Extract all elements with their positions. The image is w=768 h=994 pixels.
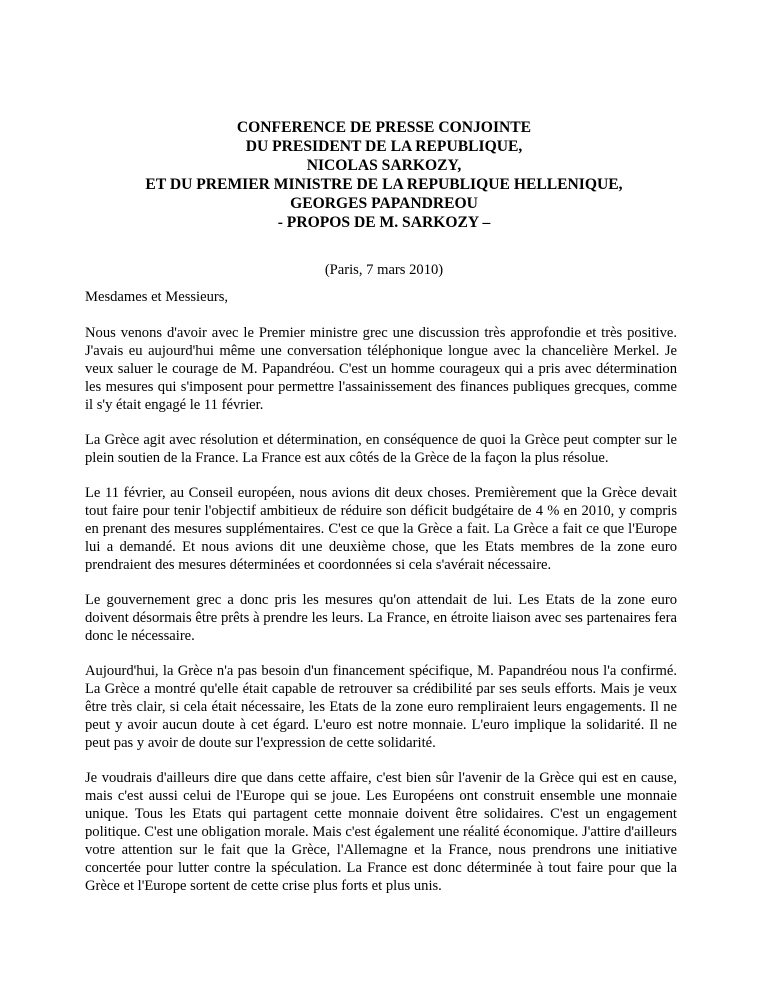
title-line: NICOLAS SARKOZY, [306,157,462,174]
paragraph: Le 11 février, au Conseil européen, nous avions dit deux choses. Premièrement que la Grèce devait tout faire pour tenir l'objectif ambitieux de réduire son déficit budgétaire de 4 % en 2010, y compris en prenant des mesures supplémentaires. C'est ce que la Grèce a fait. La Grèce a fait ce que l'Europe lui a demandé. Et nous avions dit une deuxième chose, que les Etats membres de la zone euro prendraient des mesures déterminées et coordonnées si cela s'avérait nécessaire. [85,485,677,573]
title-line: GEORGES PAPANDREOU [290,195,478,212]
paragraph: Nous venons d'avoir avec le Premier ministre grec une discussion très approfondie et très positive. J'avais eu aujourd'hui même une conversation téléphonique longue avec la chancelière Merkel. Je veux saluer le courage de M. Papandréou. C'est un homme courageux qui a pris avec détermination les mesures qui s'imposent pour permettre l'assainissement des finances publiques grecques, comme il s'y était engagé le 11 février. [85,325,677,413]
document-body [85,288,677,912]
title-line: DU PRESIDENT DE LA REPUBLIQUE, [245,138,523,155]
dateline: (Paris, 7 mars 2010) [324,262,444,278]
salutation: Mesdames et Messieurs, [85,289,229,305]
title-line: CONFERENCE DE PRESSE CONJOINTE [236,119,532,136]
paragraph: Je voudrais d'ailleurs dire que dans cette affaire, c'est bien sûr l'avenir de la Grèce qui est en cause, mais c'est aussi celui de l'Europe qui se joue. Les Européens ont construit ensemble une monnaie unique. Tous les Etats qui partagent cette monnaie doivent être solidaires. C'est un engagement politique. C'est une obligation morale. Mais c'est également une réalité économique. J'attire d'ailleurs votre attention sur le fait que la Grèce, l'Allemagne et la France, nous prendrons une initiative concertée pour lutter contre la spéculation. La France est donc déterminée à tout faire pour que la Grèce et l'Europe sortent de cette crise plus forts et plus unis. [85,770,677,894]
title-line: - PROPOS DE M. SARKOZY – [277,214,491,231]
paragraph: La Grèce agit avec résolution et détermination, en conséquence de quoi la Grèce peut compter sur le plein soutien de la France. La France est aux côtés de la Grèce de la façon la plus résolue. [85,432,677,466]
document-title [0,118,768,232]
paragraph: Le gouvernement grec a donc pris les mesures qu'on attendait de lui. Les Etats de la zone euro doivent désormais être prêts à prendre les leurs. La France, en étroite liaison avec ses partenaires fera donc le nécessaire. [85,592,677,644]
title-line: ET DU PREMIER MINISTRE DE LA REPUBLIQUE HELLENIQUE, [145,176,623,193]
paragraph: Aujourd'hui, la Grèce n'a pas besoin d'un financement spécifique, M. Papandréou nous l'a confirmé. La Grèce a montré qu'elle était capable de retrouver sa crédibilité par ses seuls efforts. Mais je veux être très clair, si cela était nécessaire, les Etats de la zone euro rempliraient leurs engagements. Il ne peut y avoir aucun doute à cet égard. L'euro est notre monnaie. L'euro implique la solidarité. Il ne peut pas y avoir de doute sur l'expression de cette solidarité. [85,663,677,751]
